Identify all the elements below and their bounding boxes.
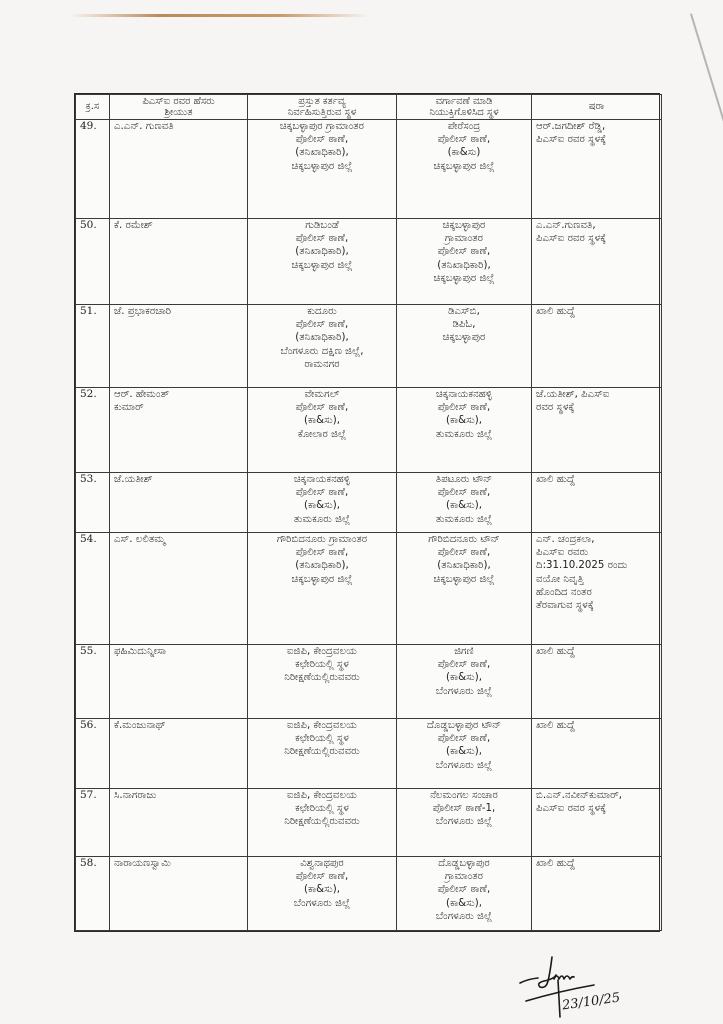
cell-remarks	[532, 645, 662, 719]
cell-name	[110, 645, 248, 719]
cell-transferred-to-line: ದೊಡ್ಡಬಳ್ಳಾಪುರ	[438, 858, 490, 869]
cell-transferred-to-line: ಪೊಲೀಸ್ ಠಾಣೆ,	[437, 659, 491, 671]
cell-sl-no: 57.	[76, 789, 110, 857]
cell-current-posting-line: (ತನಿಖಾಧಿಕಾರಿ),	[295, 147, 349, 159]
cell-current-posting-line: ಐಜಿಪಿ, ಕೇಂದ್ರವಲಯ	[287, 646, 357, 657]
cell-current-posting-line: ಚಿಕ್ಕಬಳ್ಳಾಪುರ ಗ್ರಾಮಾಂತರ	[279, 121, 365, 132]
cell-transferred-to-line: ಬೆಂಗಳೂರು ಜಿಲ್ಲೆ	[435, 816, 493, 828]
cell-transferred-to-line: (ಕಾ&ಸು),	[446, 415, 482, 427]
table-row	[76, 645, 662, 719]
cell-remarks-line: ಹೊಂದಿದ ನಂತರ	[536, 586, 592, 598]
cell-transferred-to-line: ಚಿಕ್ಕಬಳ್ಳಾಪುರ	[442, 332, 486, 344]
cell-current-posting-line: ಐಜಿಪಿ, ಕೇಂದ್ರವಲಯ	[287, 720, 357, 731]
cell-transferred-to-line: ದೊಡ್ಡಬಳ್ಳಾಪುರ ಟೌನ್	[426, 720, 502, 731]
cell-remarks-line: ಖಾಲಿ ಹುದ್ದೆ	[536, 858, 575, 869]
cell-sl-no: 54.	[76, 533, 110, 645]
cell-current-posting-line: ಕಛೇರಿಯಲ್ಲಿ ಸ್ಥಳ	[295, 733, 349, 745]
cell-current-posting-line: (ತನಿಖಾಧಿಕಾರಿ),	[295, 560, 349, 572]
cell-current-posting-line: ಗುಡಿಬಂಡೆ	[305, 220, 339, 231]
cell-current-posting-line: (ಕಾ&ಸು),	[304, 415, 340, 427]
cell-sl-no: 51.	[76, 305, 110, 388]
cell-name-line: ಕೆ.ಮಂಜುನಾಥ್	[114, 720, 166, 731]
table-row	[76, 533, 662, 645]
signature-stroke	[539, 957, 556, 987]
cell-current-posting	[248, 645, 397, 719]
cell-current-posting-line: ರಾಮನಗರ	[304, 358, 340, 370]
cell-current-posting-line: ಚಿಕ್ಕಬಳ್ಳಾಪುರ ಜಿಲ್ಲೆ	[291, 160, 353, 172]
cell-name	[110, 120, 248, 219]
cell-transferred-to-line: ನೆಲಮಂಗಲ ಸಂಚಾರ	[430, 790, 498, 801]
cell-remarks-line: ಪಿಎಸ್‌ಐ ರವರ ಸ್ಥಳಕ್ಕೆ	[536, 134, 607, 146]
table-row	[76, 789, 662, 857]
cell-remarks-line: ಆರ್.ಜಗದೀಶ್ ರೆಡ್ಡಿ,	[536, 121, 606, 132]
table-row	[76, 388, 662, 473]
cell-remarks-line: ಪಿಎಸ್‌ಐ ರವರ ಸ್ಥಳಕ್ಕೆ	[536, 233, 607, 245]
cell-transferred-to	[397, 857, 532, 931]
signature-stroke	[520, 978, 538, 983]
cell-remarks-line: ಜೆ.ಯತೀಶ್, ಪಿಎಸ್‌ಐ	[536, 389, 610, 400]
table-row	[76, 719, 662, 789]
cell-transferred-to-line: (ಕಾ&ಸು),	[446, 672, 482, 684]
header-transferred-to: ವರ್ಗಾವಣೆ ಮಾಡಿ ನಿಯುಕ್ತಿಗೊಳಿಸಿದ ಸ್ಥಳ	[397, 95, 532, 120]
cell-sl-no: 55.	[76, 645, 110, 719]
cell-name-line: ಕುಮಾರ್	[114, 402, 144, 414]
cell-transferred-to-line: (ತನಿಖಾಧಿಕಾರಿ),	[437, 560, 491, 572]
cell-transferred-to-line: ಪೊಲೀಸ್ ಠಾಣೆ-1,	[432, 803, 496, 815]
page-edge-shadow	[70, 14, 370, 17]
cell-remarks-line: ವಯೋ ನಿವೃತ್ತಿ	[536, 573, 584, 585]
cell-current-posting-line: ಪೊಲೀಸ್ ಠಾಣೆ,	[295, 233, 349, 245]
cell-remarks	[532, 473, 662, 533]
cell-transferred-to-line: ಚಿಕ್ಕಬಳ್ಳಾಪುರ ಜಿಲ್ಲೆ	[433, 272, 495, 284]
cell-transferred-to-line: ಪೊಲೀಸ್ ಠಾಣೆ,	[437, 134, 491, 146]
cell-current-posting	[248, 388, 397, 473]
cell-sl-no: 53.	[76, 473, 110, 533]
cell-name-line: ಜೆ. ಪ್ರಭಾಕರಚಾರಿ	[114, 306, 172, 317]
cell-name-line: ಎಸ್. ಲಲಿತಮ್ಮ	[114, 534, 166, 545]
cell-name	[110, 857, 248, 931]
signature-stroke	[554, 976, 574, 979]
cell-current-posting-line: (ಕಾ&ಸು),	[304, 500, 340, 512]
cell-sl-no: 50.	[76, 219, 110, 305]
cell-current-posting-line: ಕೋಲಾರ ಜಿಲ್ಲೆ	[297, 428, 347, 440]
cell-sl-no: 52.	[76, 388, 110, 473]
header-sl-no: ಕ್ರ.ಸ	[76, 95, 110, 120]
cell-transferred-to-line: (ಕಾ&ಸು)	[447, 147, 481, 159]
cell-remarks	[532, 789, 662, 857]
cell-name-line: ಎ.ಎನ್. ಗುಣವತಿ	[114, 121, 174, 132]
cell-transferred-to-line: ತುಮಕೂರು ಜಿಲ್ಲೆ	[435, 428, 493, 440]
cell-remarks	[532, 305, 662, 388]
cell-remarks-line: ರವರ ಸ್ಥಳಕ್ಕೆ	[536, 402, 575, 414]
table-row	[76, 219, 662, 305]
cell-transferred-to-line: ಪೊಲೀಸ್ ಠಾಣೆ,	[437, 402, 491, 414]
cell-remarks-line: ಎನ್. ಚಂದ್ರಕಲಾ,	[536, 534, 595, 545]
header-current-posting: ಪ್ರಸ್ತುತ ಕರ್ತವ್ಯ ನಿರ್ವಹಿಸುತ್ತಿರುವ ಸ್ಥಳ	[248, 95, 397, 120]
header-name: ಪಿಎಸ್‌ಐ ರವರ ಹೆಸರು ಶ್ರೀಯುತ	[110, 95, 248, 120]
cell-transferred-to	[397, 219, 532, 305]
table-header-row	[76, 95, 662, 120]
cell-transferred-to-line: ಚಿಕ್ಕಬಳ್ಳಾಪುರ ಜಿಲ್ಲೆ	[433, 573, 495, 585]
table-row	[76, 120, 662, 219]
transfer-table	[75, 94, 662, 931]
cell-transferred-to-line: ಪೊಲೀಸ್ ಠಾಣೆ,	[437, 487, 491, 499]
cell-current-posting	[248, 719, 397, 789]
cell-transferred-to-line: ಚಿಕ್ಕನಾಯಕನಹಳ್ಳಿ	[435, 389, 493, 400]
cell-transferred-to-line: ಜಿಗಣಿ	[454, 646, 474, 657]
cell-remarks-line: ತೆರವಾಗುವ ಸ್ಥಳಕ್ಕೆ	[536, 600, 594, 612]
cell-remarks-line: ಖಾಲಿ ಹುದ್ದೆ	[536, 646, 575, 657]
cell-current-posting-line: ಬೆಂಗಳೂರು ಜಿಲ್ಲೆ	[293, 897, 351, 909]
cell-current-posting-line: (ಕಾ&ಸು),	[304, 884, 340, 896]
cell-transferred-to-line: ಬೆಂಗಳೂರು ಜಿಲ್ಲೆ	[435, 910, 493, 922]
cell-name	[110, 305, 248, 388]
cell-remarks-line: ಪಿಎಸ್‌ಐ ರವರ ಸ್ಥಳಕ್ಕೆ	[536, 803, 607, 815]
cell-name-line: ಫಹಿಮಿದುನ್ನೀಸಾ	[114, 646, 167, 657]
cell-transferred-to	[397, 388, 532, 473]
cell-current-posting-line: ನಿರೀಕ್ಷಣೆಯಲ್ಲಿರುವವರು	[284, 746, 360, 758]
cell-transferred-to	[397, 789, 532, 857]
cell-current-posting-line: (ತನಿಖಾಧಿಕಾರಿ),	[295, 332, 349, 344]
cell-current-posting-line: ಪೊಲೀಸ್ ಠಾಣೆ,	[295, 871, 349, 883]
cell-transferred-to-line: ಡಿಪಿಓ,	[452, 319, 476, 331]
cell-name-line: ಆರ್. ಹೇಮಂತ್	[114, 389, 170, 400]
cell-current-posting-line: ಪೊಲೀಸ್ ಠಾಣೆ,	[295, 547, 349, 559]
signature-date: 23/10/25	[561, 990, 622, 1014]
cell-transferred-to-line: ಗ್ರಾಮಾಂತರ	[444, 233, 484, 245]
cell-remarks-line: ಖಾಲಿ ಹುದ್ದೆ	[536, 306, 575, 317]
cell-current-posting-line: ಕಛೇರಿಯಲ್ಲಿ ಸ್ಥಳ	[295, 659, 349, 671]
cell-transferred-to-line: ಪೇರೆಸಂದ್ರ	[447, 121, 481, 132]
cell-current-posting	[248, 305, 397, 388]
cell-current-posting-line: ನಿರೀಕ್ಷಣೆಯಲ್ಲಿರುವವರು	[284, 672, 360, 684]
cell-current-posting-line: ಪೊಲೀಸ್ ಠಾಣೆ,	[295, 487, 349, 499]
cell-name	[110, 719, 248, 789]
cell-current-posting-line: ಚಿಕ್ಕಬಳ್ಳಾಪುರ ಜಿಲ್ಲೆ	[291, 573, 353, 585]
cell-current-posting	[248, 120, 397, 219]
table-row	[76, 857, 662, 931]
cell-remarks	[532, 388, 662, 473]
cell-transferred-to-line: ಡಿಎಸ್‌ಬಿ,	[448, 306, 480, 317]
cell-name-line: ಜೆ.ಯತೀಶ್	[114, 474, 153, 485]
cell-transferred-to	[397, 305, 532, 388]
cell-remarks-line: ಪಿಎಸ್‌ಐ ರವರು	[536, 547, 589, 559]
cell-current-posting-line: ವೇಮಗಲ್	[304, 389, 340, 400]
cell-transferred-to-line: ಬೆಂಗಳೂರು ಜಿಲ್ಲೆ	[435, 759, 493, 771]
table-row	[76, 305, 662, 388]
cell-current-posting-line: ಗೌರಿಬಿದನೂರು ಗ್ರಾಮಾಂತರ	[276, 534, 368, 545]
cell-transferred-to-line: ಪೊಲೀಸ್ ಠಾಣೆ,	[437, 733, 491, 745]
cell-sl-no: 56.	[76, 719, 110, 789]
cell-current-posting-line: ಐಜಿಪಿ, ಕೇಂದ್ರವಲಯ	[287, 790, 357, 801]
cell-name	[110, 473, 248, 533]
cell-current-posting	[248, 857, 397, 931]
cell-transferred-to-line: (ಕಾ&ಸು),	[446, 897, 482, 909]
cell-transferred-to-line: ತಿಪಟೂರು ಟೌನ್	[435, 474, 493, 485]
cell-transferred-to-line: ಪೊಲೀಸ್ ಠಾಣೆ,	[437, 884, 491, 896]
cell-remarks-line: ಬಿ.ಎನ್.ನವೀನ್‌ಕುಮಾರ್,	[536, 790, 622, 801]
cell-transferred-to-line: ತುಮಕೂರು ಜಿಲ್ಲೆ	[435, 513, 493, 525]
header-remarks: ಷರಾ	[532, 95, 662, 120]
cell-name	[110, 533, 248, 645]
cell-current-posting-line: ಕಛೇರಿಯಲ್ಲಿ ಸ್ಥಳ	[295, 803, 349, 815]
cell-current-posting-line: ತುಮಕೂರು ಜಿಲ್ಲೆ	[293, 513, 351, 525]
cell-name	[110, 388, 248, 473]
cell-remarks	[532, 120, 662, 219]
page-fold-line	[690, 13, 723, 128]
cell-name-line: ನಾರಾಯಣಸ್ವಾಮಿ	[114, 858, 171, 869]
cell-current-posting-line: ಪೊಲೀಸ್ ಠಾಣೆ,	[295, 319, 349, 331]
cell-current-posting-line: ಚಿಕ್ಕನಾಯಕನಹಳ್ಳಿ	[293, 474, 351, 485]
cell-current-posting-line: ಪೊಲೀಸ್ ಠಾಣೆ,	[295, 402, 349, 414]
cell-current-posting-line: ಚಿಕ್ಕಬಳ್ಳಾಪುರ ಜಿಲ್ಲೆ	[291, 259, 353, 271]
cell-remarks-line: ಎ.ಎನ್.ಗುಣವತಿ,	[536, 220, 596, 231]
cell-name-line: ಕೆ. ರಮೇಶ್	[114, 220, 153, 231]
transfer-list-sheet	[74, 93, 660, 932]
cell-sl-no: 58.	[76, 857, 110, 931]
cell-transferred-to-line: ಗ್ರಾಮಾಂತರ	[444, 871, 484, 883]
cell-transferred-to	[397, 719, 532, 789]
cell-name	[110, 789, 248, 857]
cell-transferred-to-line: (ಕಾ&ಸು),	[446, 500, 482, 512]
cell-current-posting-line: ವಿಶ್ವನಾಥಪುರ	[300, 858, 344, 869]
cell-transferred-to-line: (ತನಿಖಾಧಿಕಾರಿ),	[437, 259, 491, 271]
cell-current-posting	[248, 789, 397, 857]
cell-current-posting	[248, 533, 397, 645]
cell-remarks	[532, 719, 662, 789]
cell-remarks	[532, 533, 662, 645]
cell-current-posting-line: ಕುದೂರು	[307, 306, 337, 317]
cell-current-posting-line: (ತನಿಖಾಧಿಕಾರಿ),	[295, 246, 349, 258]
signature-stroke	[558, 980, 560, 1017]
cell-remarks	[532, 219, 662, 305]
cell-transferred-to	[397, 120, 532, 219]
table-row	[76, 473, 662, 533]
cell-remarks-line: ದಿ:31.10.2025 ರಂದು	[536, 560, 628, 572]
cell-transferred-to-line: (ಕಾ&ಸು),	[446, 746, 482, 758]
cell-current-posting-line: ಪೊಲೀಸ್ ಠಾಣೆ,	[295, 134, 349, 146]
cell-sl-no: 49.	[76, 120, 110, 219]
cell-transferred-to-line: ಪೊಲೀಸ್ ಠಾಣೆ,	[437, 246, 491, 258]
cell-current-posting-line: ಬೆಂಗಳೂರು ದಕ್ಷಿಣ ಜಿಲ್ಲೆ,	[280, 345, 364, 357]
cell-name-line: ಸಿ.ನಾಗರಾಜು	[114, 790, 157, 801]
cell-remarks	[532, 857, 662, 931]
cell-transferred-to-line: ಬೆಂಗಳೂರು ಜಿಲ್ಲೆ	[435, 685, 493, 697]
signature	[510, 945, 640, 1020]
cell-transferred-to-line: ಗೌರಿಬಿದನೂರು ಟೌನ್	[428, 534, 500, 545]
cell-remarks-line: ಖಾಲಿ ಹುದ್ದೆ	[536, 474, 575, 485]
cell-transferred-to-line: ಪೊಲೀಸ್ ಠಾಣೆ,	[437, 547, 491, 559]
cell-name	[110, 219, 248, 305]
cell-transferred-to-line: ಚಿಕ್ಕಬಳ್ಳಾಪುರ ಜಿಲ್ಲೆ	[433, 160, 495, 172]
cell-current-posting-line: ನಿರೀಕ್ಷಣೆಯಲ್ಲಿರುವವರು	[284, 816, 360, 828]
cell-current-posting	[248, 219, 397, 305]
cell-transferred-to	[397, 533, 532, 645]
cell-remarks-line: ಖಾಲಿ ಹುದ್ದೆ	[536, 720, 575, 731]
cell-current-posting	[248, 473, 397, 533]
cell-transferred-to	[397, 473, 532, 533]
cell-transferred-to	[397, 645, 532, 719]
cell-transferred-to-line: ಚಿಕ್ಕಬಳ್ಳಾಪುರ	[442, 220, 486, 231]
